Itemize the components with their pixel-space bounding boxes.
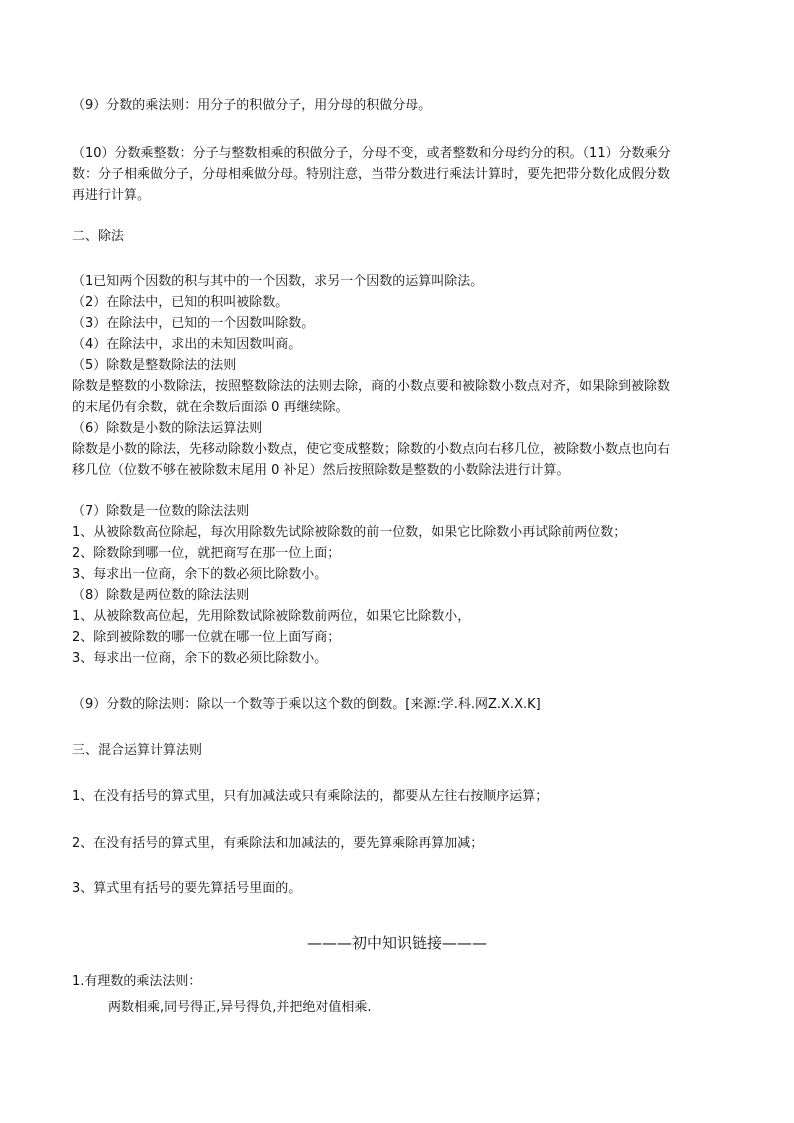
division-heading: 二、除法 <box>72 229 125 244</box>
rational-multiplication-title: 1.有理数的乘法法则： <box>72 974 202 989</box>
fraction-division-rule: （9）分数的除法则：除以一个数等于乘以这个数的倒数。[来源:学.科.网Z.X.X.K] <box>72 697 541 712</box>
rational-multiplication-rule: 两数相乘,同号得正,异号得负,并把绝对值相乘. <box>108 1000 372 1015</box>
division-methods: （7）除数是一位数的除法法则 1、从被除数高位除起，每次用除数先试除被除数的前一位数，如果它比除数小再试除前两位数； 2、除数除到哪一位，就把商写在那一位上面； 3、每求出一位商，余下的数必须比除数小。 （8）除数是两位数的除法法则 1、从被除数高位起，先用除数试除被除数前两位，如果它比除数小， 2、除到被除数的哪一位就在哪一位上面写商； 3、每求出一位商，余下的数必须比除数小。 <box>72 504 627 666</box>
mixed-rule-3: 3、算式里有括号的要先算括号里面的。 <box>72 881 302 896</box>
mixed-operations-heading: 三、混合运算计算法则 <box>72 743 203 758</box>
division-definitions: （1已知两个因数的积与其中的一个因数，求另一个因数的运算叫除法。 （2）在除法中，已知的积叫被除数。 （3）在除法中，已知的一个因数叫除数。 （4）在除法中，求出的未知因数叫商。 （5）除数是整数除法的法则 除数是整数的小数除法，按照整数除法的法则去除，商的小数点要和被除数小数点对齐，如果除到被除数 的末尾仍有余数，就在余数后面添 0 再继续除。 （6）除数是小数的除法运算法则 除数是小数的除法，先移动除数小数点，使它变成整数；除数的小数点向右移几位，被除数小数点也向右 移几位（位数不够在被除数末尾用 0 补足）然后按照除数是整数的小数除法进行计算。 <box>72 274 671 478</box>
fraction-multiplication-rule: （9）分数的乘法则：用分子的积做分子，用分母的积做分母。 <box>72 98 432 113</box>
mixed-rule-2: 2、在没有括号的算式里，有乘除法和加减法的，要先算乘除再算加减； <box>72 836 484 851</box>
fraction-times-integer-rule: （10）分数乘整数：分子与整数相乘的积做分子，分母不变，或者整数和分母约分的积。（11）分数乘分 数：分子相乘做分子，分母相乘做分母。特别注意，当带分数进行乘法计算时，要先把带分数化成假分数 再进行计算。 <box>72 146 671 203</box>
junior-high-link-heading: ———初中知识链接——— <box>306 934 487 952</box>
mixed-rule-1: 1、在没有括号的算式里，只有加减法或只有乘除法的，都要从左往右按顺序运算； <box>72 789 549 804</box>
